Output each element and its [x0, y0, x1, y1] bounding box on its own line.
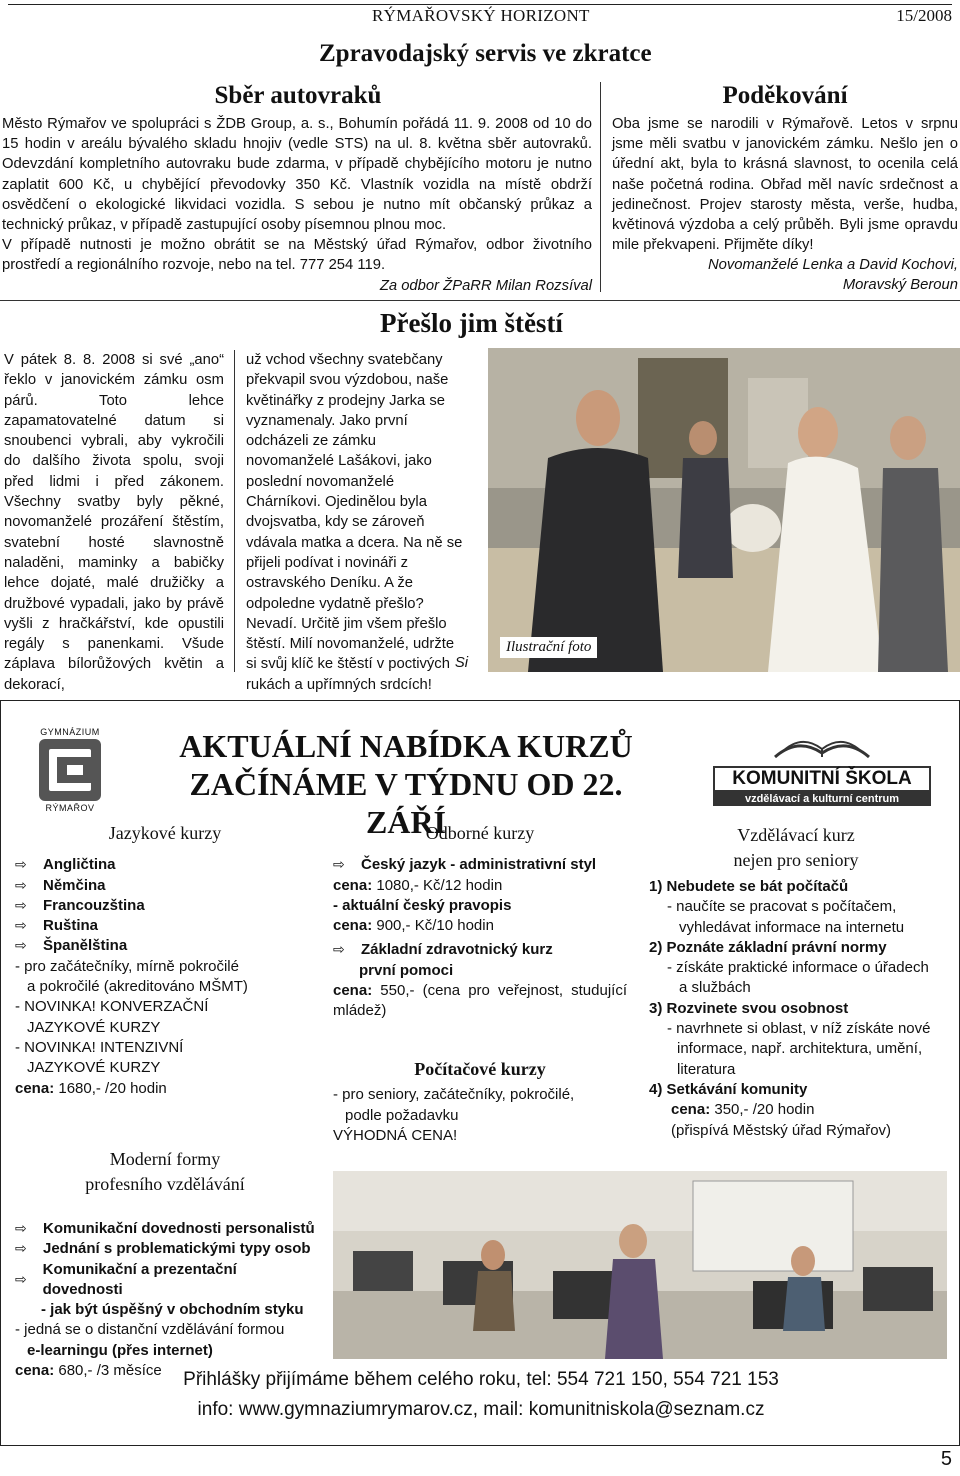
senior-text: - získáte praktické informace o úřadech [667, 959, 929, 977]
modern-sub: - jak být úspěšný v obchodním styku [41, 1301, 304, 1319]
price-label: cena: [671, 1101, 711, 1119]
price-label: cena: [15, 1079, 55, 1097]
senior-courses [641, 823, 951, 1141]
course-name: Komunikační a prezentační dovednosti [42, 1260, 237, 1298]
footer-line: info: www.gymnaziumrymarov.cz, mail: komunitniskola@seznam.cz [197, 1399, 765, 1420]
senior-text: informace, např. architektura, umění, [677, 1040, 923, 1058]
column-divider [600, 82, 601, 292]
arrow-icon: ⇨ [15, 1221, 27, 1237]
price-label: cena: [333, 876, 373, 894]
article-title: Přešlo jim štěstí [380, 308, 563, 338]
modern-list [15, 1219, 315, 1300]
section-heading: Počítačové kurzy [414, 1059, 546, 1079]
page-number: 5 [940, 1448, 952, 1470]
senior-topic: 1) Nebudete se bát počítačů [649, 878, 849, 895]
computer-line: - pro seniory, začátečníky, pokročilé, [333, 1086, 575, 1104]
course-item [15, 855, 315, 875]
section-divider [0, 300, 960, 301]
price-value: 1680,- /20 hodin [54, 1079, 167, 1097]
section-heading: Vzdělávací kurz [737, 825, 855, 845]
article-body-2: V případě nutnosti je možno obrátit se na Městský úřad Rýmařov, odbor životního prostředí a regionálního rozvoje, nebo na tel. 777 254 119. [2, 237, 592, 274]
course-advertisement [0, 700, 960, 1446]
course-name: Jednání s problematickými typy osob [43, 1240, 311, 1258]
modern-note: - jedná se o distanční vzdělávání formou [15, 1321, 285, 1339]
section-heading: profesního vzdělávání [85, 1174, 245, 1194]
arrow-icon: ⇨ [15, 1241, 27, 1258]
language-courses [15, 823, 315, 1099]
price-value: 350,- /20 hodin [710, 1101, 815, 1119]
senior-text: - naučíte se pracovat s počítačem, [667, 898, 897, 916]
language-note: a pokročilé (akreditováno MŠMT) [27, 978, 248, 996]
course-name: první pomoci [359, 961, 454, 979]
section-heading: Odborné kurzy [425, 823, 535, 843]
modern-note: e-learningu (přes internet) [27, 1341, 213, 1359]
computer-line: podle požadavku [345, 1106, 459, 1124]
column-divider [234, 350, 235, 672]
price-value: 900,- Kč/10 hodin [372, 917, 494, 935]
language-notes [15, 957, 315, 1079]
article-title: Sběr autovraků [214, 82, 382, 109]
article-thanks [612, 82, 958, 295]
issue-number: 15/2008 [896, 6, 952, 25]
footer-line: Přihlášky přijímáme během celého roku, tel: 554 721 150, 554 721 153 [183, 1369, 779, 1390]
article-collection [0, 82, 592, 296]
publication-name: RÝMAŘOVSKÝ HORIZONT [372, 6, 590, 25]
senior-text: a službách [679, 979, 751, 997]
course-name: Němčina [43, 876, 106, 894]
arrow-icon: ⇨ [15, 897, 27, 914]
signature-line: Novomanželé Lenka a David Kochovi, [707, 257, 958, 274]
course-name: Základní zdravotnický kurz [361, 941, 553, 959]
course-item [15, 1260, 315, 1301]
course-name: Francouzština [43, 896, 145, 914]
language-note: JAZYKOVÉ KURZY [27, 1059, 161, 1077]
course-item [15, 896, 315, 916]
course-name: Komunikační dovednosti personalistů [43, 1220, 315, 1237]
course-name: Španělština [43, 937, 128, 955]
ad-footer [1, 1365, 960, 1425]
komunitni-skola-logo [713, 721, 931, 805]
language-note: JAZYKOVÉ KURZY [27, 1018, 161, 1036]
ad-heading-line-2: ZAČÍNÁME V TÝDNU OD 22. ZÁŘÍ [189, 766, 623, 840]
professional-courses [333, 823, 627, 1022]
senior-topic: 2) Poznáte základní právní normy [649, 938, 887, 956]
article-column-2: už vchod všechny svatebčany překvapil svou výzdobou, naše květinářky z prodejny Jarka se vyznamenaly. Jako první odcházeli ze zámku novomanželé Lašákovi, jako poslední novomanželé Chárníkovi. Ojedinělou byla dvojsvatba, kdy se zároveň vdávala matka a dcera. Na ně se přijeli podívat i novináři z ostravského Deníku. A že odpoledne vydatně přešlo? Nevadí. Určitě jim všem přešlo štěstí. Milí novomanželé, udržte si svůj klíč ke štěstí v poctivých rukách a upřímných srdcích! [246, 352, 463, 693]
article-title: Poděkování [722, 82, 848, 109]
arrow-icon: ⇨ [15, 857, 27, 874]
senior-text: - navrhnete si oblast, v níž získáte nové [667, 1020, 931, 1038]
logo-text: RÝMAŘOV [45, 803, 95, 813]
classroom-photo [333, 1171, 947, 1359]
senior-topic: 3) Rozvinete svou osobnost [649, 999, 849, 1017]
arrow-icon: ⇨ [15, 877, 27, 894]
language-note: - NOVINKA! INTENZIVNÍ [15, 1038, 184, 1056]
price-label: cena: [15, 1362, 55, 1380]
course-item [15, 936, 315, 956]
arrow-icon: ⇨ [333, 942, 345, 959]
computer-courses [333, 1059, 627, 1146]
language-note: - NOVINKA! KONVERZAČNÍ [15, 998, 209, 1016]
price-value: 680,- /3 měsíce [54, 1362, 162, 1380]
ad-heading-line-1: AKTUÁLNÍ NABÍDKA KURZŮ [179, 728, 633, 764]
gymnazium-g-icon [39, 739, 101, 801]
course-item [15, 876, 315, 896]
course-item [15, 916, 315, 936]
logo-text: GYMNÁZIUM [40, 727, 100, 737]
senior-topic: 4) Setkávání komunity [649, 1080, 808, 1098]
section-heading: Jazykové kurzy [108, 823, 222, 843]
arrow-icon: ⇨ [15, 1271, 27, 1288]
senior-text: vyhledávat informace na internetu [679, 918, 905, 936]
senior-text: literatura [677, 1060, 736, 1078]
article-body: Město Rýmařov ve spolupráci s ŽDB Group, a. s., Bohumín pořádá 11. 9. 2008 od 10 do 15 hodin v areálu bývalého skladu hnojiv (vedle STS) na ul. 8. května sběr autovraků. Odevzdání kompletního autovraku bude zdarma, v případě chybějícího motoru je nutno zaplatit 600 Kč, u chybějící převodovky 350 Kč. Vlastník vozidla na místě obdrží osvědčení o ekologické likvidaci vozidla. S sebou je nutno mít občanský průkaz a technický průkaz, v případě zastupující osoby písemnou plnou moc. [2, 116, 592, 234]
classroom-photo-image [333, 1171, 947, 1359]
article-column-1: V pátek 8. 8. 2008 si své „ano“ řeklo v janovickém zámku osm párů. Toto lehce zapamatovatelné datum si snoubenci vybrali, aby vykročili do dalšího života spolu, svoji před lidmi i před zákonem. Všechny svatby byly pěkné, novomanželé prozáření štěstím, svatební hosté slavnostně naladěni, maminky a babičky lehce dojaté, malé družičky a družbové vypadali, jako by právě vyšli z hračkářství, kde opustili regály s panenkami. Všude záplava bílorůžových květin a dekorací, [4, 352, 224, 693]
course-name: Angličtina [43, 856, 116, 874]
signature-line: Moravský Beroun [842, 277, 958, 294]
price-label: cena: [333, 917, 373, 935]
wedding-photo-image [488, 348, 960, 672]
arrow-icon: ⇨ [15, 918, 27, 935]
senior-note: (přispívá Městský úřad Rýmařov) [671, 1121, 892, 1139]
arrow-icon: ⇨ [15, 938, 27, 955]
price-value: 1080,- Kč/12 hodin [372, 876, 503, 894]
section-heading: Moderní formy [109, 1149, 221, 1169]
wedding-photo [488, 348, 960, 672]
arrow-icon: ⇨ [333, 857, 345, 874]
article-signature: Za odbor ŽPaRR Milan Rozsíval [379, 277, 592, 294]
article-signature: Si [454, 654, 468, 671]
photo-caption: Ilustrační foto [500, 637, 597, 658]
course-item [15, 1239, 315, 1259]
section-heading: nejen pro seniory [733, 850, 859, 870]
price-value: 550,- (cena pro veřejnost, studující mládež) [333, 982, 627, 1020]
course-name: - aktuální český pravopis [333, 896, 512, 914]
language-note: - pro začátečníky, mírně pokročilé [15, 957, 239, 975]
section-title: Zpravodajský servis ve zkratce [319, 40, 652, 67]
modern-courses [15, 1147, 315, 1381]
price-label: cena: [333, 982, 373, 1000]
logo-title: KOMUNITNÍ ŠKOLA [713, 766, 931, 792]
article-body: Oba jsme se narodili v Rýmařově. Letos v srpnu jsme měli svatbu v janovickém zámku. Nešlo jen o úřední akt, byla to krásná slavnost, to ocenila celá naše početná rodina. Obřad měl navíc srdečnost a jedinečnost. Projev starosty města, verše, hudba, květinová výzdoba a celý průběh. Byli jsme opravdu mile překvapeni. Přijměte díky! [612, 116, 958, 254]
logo-subtitle: vzdělávací a kulturní centrum [713, 792, 931, 806]
course-item [15, 1219, 315, 1239]
course-name: Ruština [43, 917, 99, 935]
language-list [15, 855, 315, 956]
article-column-2-wrap [246, 350, 468, 695]
course-name: Český jazyk - administrativní styl [361, 856, 597, 874]
header-rule [8, 4, 952, 5]
open-book-icon [713, 721, 931, 761]
gymnazium-logo [31, 727, 109, 813]
computer-line: VÝHODNÁ CENA! [333, 1126, 458, 1144]
